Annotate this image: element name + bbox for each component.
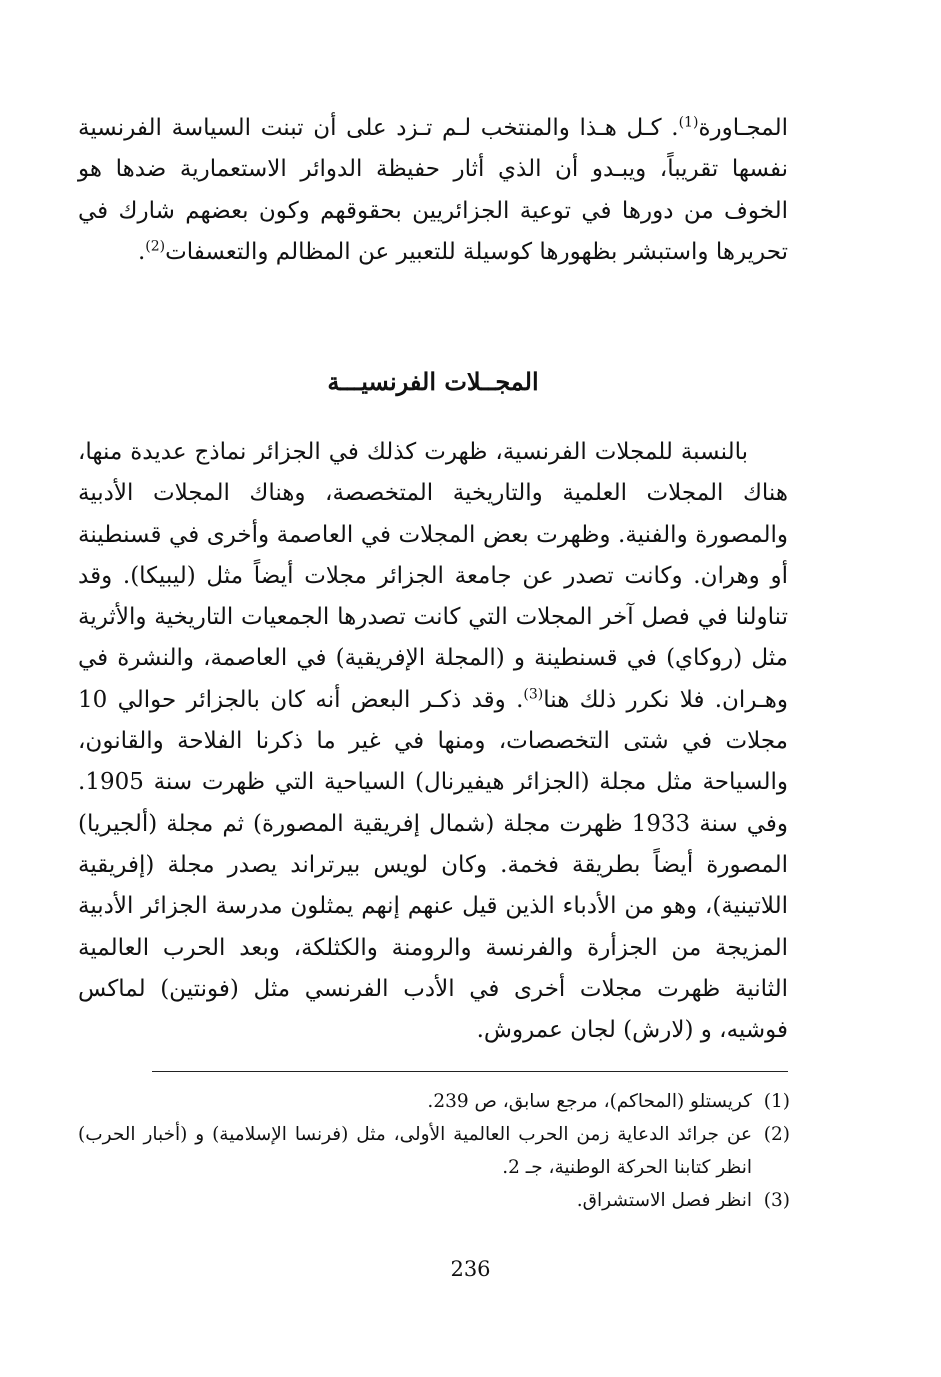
paragraph-1-start: المجـاورة: [698, 115, 788, 141]
footnote-ref-3: (3): [523, 686, 544, 703]
paragraph-2-part-1: بالنسبة للمجلات الفرنسية، ظهرت كذلك في الجزائر نماذج عديدة منها، هناك المجلات العلمية والتاريخية المتخصصة، وهناك المجلات الأدبية والمصورة والفنية. وظهرت بعض المجلات في العاصمة وأخرى في قسنطينة أو وهران. وكانت تصدر عن جامعة الجزائر مجلات أيضاً مثل (ليبيكا). وقد تناولنا في فصل آخر المجلات التي كانت تصدرها الجمعيات التاريخية والأثرية مثل (روكاي) في قسنطينة و (المجلة الإفريقية) في العاصمة، والنشرة في وهـران. فلا نكرر ذلك هنا: [78, 439, 788, 713]
paragraph-1-body: . كـل هـذا والمنتخب لـم تـزد على أن تبنت السياسة الفرنسية نفسها تقريباً، ويبـدو أن الذي أثار حفيظة الدوائر الاستعمارية ضدها هو الخوف من دورها في توعية الجزائريين بحقوقهم وكون بعضهم شارك في تحريرها واستبشر بظهورها كوسيلة للتعبير عن المظالم والتعسفات: [78, 115, 788, 265]
section-heading: المجــلات الفرنسيـــة: [327, 367, 539, 396]
footnote-number: (3): [763, 1190, 790, 1211]
paragraph-2-part-2: . وقد ذكـر البعض أنه كان بالجزائر حوالي 10 مجلات في شتى التخصصات، ومنها في غير ما ذكرنا الفلاحة والقانون، والسياحة مثل مجلة (الجزائر هيفيرنال) السياحية التي ظهرت سنة 1905. وفي سنة 1933 ظهرت مجلة (شمال إفريقية المصورة) ثم مجلة (ألجيريا) المصورة أيضاً بطريقة فخمة. وكان لويس بيرتراند يصدر مجلة (إفريقية اللاتينية)، وهو من الأدباء الذين قيل عنهم إنهم يمثلون مدرسة الجزائر الأدبية المزيجة من الجزأرة والفرنسة والرومنة والكثلكة، وبعد الحرب العالمية الثانية ظهرت مجلات أخرى في الأدب الفرنسي مثل (فونتين) لماكس فوشيه، و (لارش) لجان عمروش.: [78, 686, 789, 1044]
footnote-text: انظر فصل الاستشراق.: [576, 1190, 752, 1211]
paragraph-1: [78, 108, 788, 273]
footnote-2: [78, 1118, 790, 1184]
footnote-ref-1: (1): [678, 114, 699, 131]
paragraph-1-end: .: [137, 238, 146, 265]
footnote-1: [78, 1085, 790, 1118]
footnote-number: (1): [763, 1091, 790, 1112]
footnote-number: (2): [763, 1124, 790, 1145]
paragraph-2: [78, 432, 788, 1051]
footnote-3: [78, 1184, 790, 1217]
footnote-text: كريستلو (المحاكم)، مرجع سابق، ص 239.: [427, 1091, 752, 1112]
footnote-divider: [152, 1071, 788, 1072]
footnote-text: عن جرائد الدعاية زمن الحرب العالمية الأولى، مثل (فرنسا الإسلامية) و (أخبار الحرب) انظر كتابنا الحركة الوطنية، جـ 2.: [78, 1124, 752, 1178]
footnotes: [78, 1085, 790, 1217]
footnote-ref-2: (2): [145, 238, 166, 255]
page-number: 236: [450, 1257, 491, 1281]
